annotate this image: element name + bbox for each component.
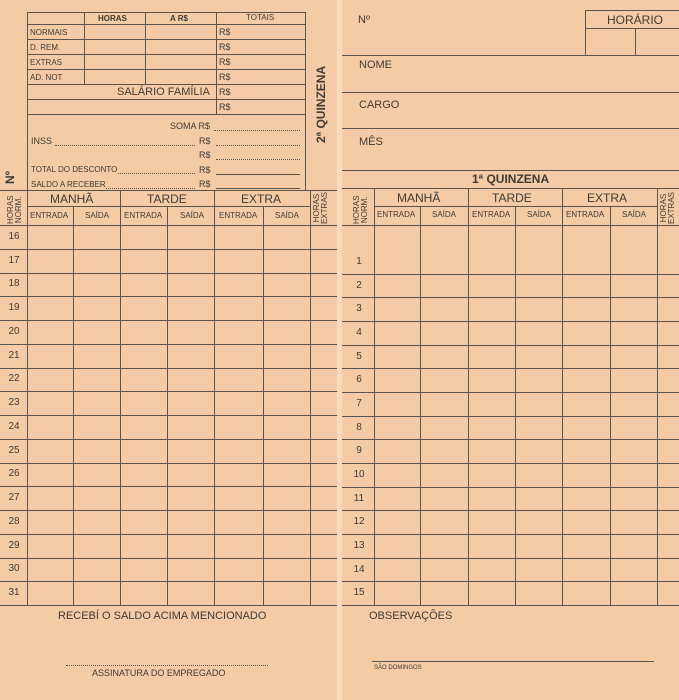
row-divider — [0, 320, 337, 321]
entrada-label: ENTRADA — [377, 210, 416, 219]
card-number-label: Nº — [3, 170, 17, 184]
row-divider — [0, 249, 337, 250]
row-label-ad-not: AD. NOT — [30, 73, 63, 82]
row-divider — [342, 581, 679, 582]
manha-label: MANHÃ — [397, 191, 441, 205]
extra-label: EXTRA — [241, 192, 282, 206]
day-number: 20 — [8, 325, 20, 337]
row-label-d-rem: D. REM. — [30, 43, 61, 52]
receipt-statement: RECEBÍ O SALDO ACIMA MENCIONADO — [58, 610, 267, 622]
day-number: 16 — [8, 230, 20, 242]
row-divider — [0, 486, 337, 487]
row-divider — [342, 439, 679, 440]
day-number: 21 — [8, 349, 20, 361]
row-divider — [342, 510, 679, 511]
soma-label: SOMA R$ — [170, 121, 211, 131]
row-divider — [0, 463, 337, 464]
row-divider — [342, 392, 679, 393]
row-divider — [342, 416, 679, 417]
day-number: 23 — [8, 397, 20, 409]
currency-label: R$ — [199, 136, 211, 146]
day-number: 13 — [353, 539, 365, 551]
entrada-label: ENTRADA — [566, 210, 605, 219]
day-number: 19 — [8, 302, 20, 314]
day-number: 14 — [353, 563, 365, 575]
time-card-second-half — [0, 0, 337, 700]
row-divider — [342, 297, 679, 298]
row-divider — [342, 274, 679, 275]
col-totais-label: TOTAIS — [246, 13, 275, 22]
total-desconto-label: TOTAL DO DESCONTO — [31, 165, 118, 174]
horas-extras-label: HORAS EXTRAS — [312, 191, 329, 224]
day-number: 28 — [8, 515, 20, 527]
currency-label: R$ — [219, 72, 231, 82]
saida-label: SAÍDA — [527, 210, 552, 219]
row-divider — [0, 558, 337, 559]
row-divider — [342, 345, 679, 346]
currency-label: R$ — [199, 179, 211, 189]
row-divider — [0, 296, 337, 297]
saldo-receber-label: SALDO A RECEBER — [31, 180, 106, 189]
saida-label: SAÍDA — [85, 211, 110, 220]
saida-label: SAÍDA — [275, 211, 300, 220]
currency-label: R$ — [219, 102, 231, 112]
saida-label: SAÍDA — [622, 210, 647, 219]
horas-norm-label: HORAS NORM. — [352, 195, 369, 224]
quinzena-label: 1ª QUINZENA — [472, 172, 550, 186]
tarde-label: TARDE — [492, 191, 532, 205]
day-number: 11 — [353, 492, 365, 504]
day-number: 30 — [8, 563, 20, 575]
row-divider — [0, 273, 337, 274]
day-number: 5 — [356, 350, 362, 362]
entrada-label: ENTRADA — [219, 211, 258, 220]
signature-label: ASSINATURA DO EMPREGADO — [92, 668, 226, 678]
row-divider — [0, 439, 337, 440]
row-divider — [342, 534, 679, 535]
row-divider — [0, 581, 337, 582]
extra-label: EXTRA — [587, 191, 628, 205]
row-divider — [0, 510, 337, 511]
row-divider — [0, 391, 337, 392]
day-number: 7 — [356, 397, 362, 409]
col-ars-label: A R$ — [170, 14, 188, 23]
row-divider — [342, 321, 679, 322]
entrada-label: ENTRADA — [124, 211, 163, 220]
row-divider — [0, 344, 337, 345]
row-divider — [0, 368, 337, 369]
currency-label: R$ — [219, 42, 231, 52]
row-divider — [342, 487, 679, 488]
day-number: 2 — [356, 279, 362, 291]
horas-extras-label: HORAS EXTRAS — [659, 191, 676, 224]
horas-norm-label: HORAS NORM. — [6, 195, 23, 224]
day-number: 6 — [356, 374, 362, 386]
mes-label: MÊS — [359, 136, 383, 148]
currency-label: R$ — [199, 165, 211, 175]
day-number: 4 — [356, 326, 362, 338]
card-number-label: Nº — [358, 14, 370, 26]
horario-label: HORÁRIO — [607, 13, 664, 27]
saida-label: SAÍDA — [180, 211, 205, 220]
tarde-label: TARDE — [147, 192, 187, 206]
day-number: 22 — [8, 373, 20, 385]
row-divider — [342, 558, 679, 559]
manha-label: MANHÃ — [50, 192, 94, 206]
entrada-label: ENTRADA — [30, 211, 69, 220]
currency-label: R$ — [219, 57, 231, 67]
day-number: 15 — [353, 587, 365, 599]
day-number: 24 — [8, 420, 20, 432]
day-number: 9 — [356, 445, 362, 457]
imprint-label: SÃO DOMINGOS — [374, 665, 422, 671]
row-divider — [0, 534, 337, 535]
currency-label: R$ — [219, 27, 231, 37]
cargo-label: CARGO — [359, 99, 400, 111]
quinzena-label: 2ª QUINZENA — [314, 65, 328, 143]
row-label-normais: NORMAIS — [30, 28, 68, 37]
row-label-extras: EXTRAS — [30, 58, 63, 67]
day-number: 29 — [8, 539, 20, 551]
salario-familia-label: SALÁRIO FAMÍLIA — [117, 86, 210, 98]
saida-label: SAÍDA — [432, 210, 457, 219]
nome-label: NOME — [359, 59, 392, 71]
currency-label: R$ — [199, 150, 211, 160]
day-number: 27 — [8, 492, 20, 504]
day-number: 8 — [356, 421, 362, 433]
col-horas-label: HORAS — [98, 14, 127, 23]
day-number: 26 — [8, 468, 20, 480]
day-number: 1 — [356, 255, 362, 267]
day-number: 17 — [8, 254, 20, 266]
day-number: 31 — [8, 587, 20, 599]
entrada-label: ENTRADA — [472, 210, 511, 219]
row-divider — [0, 415, 337, 416]
day-number: 10 — [353, 468, 365, 480]
inss-label: INSS — [31, 136, 53, 146]
time-card-first-half — [342, 0, 679, 700]
day-number: 25 — [8, 444, 20, 456]
row-divider — [342, 463, 679, 464]
currency-label: R$ — [219, 87, 231, 97]
observacoes-label: OBSERVAÇÕES — [369, 610, 453, 622]
day-number: 3 — [356, 303, 362, 315]
day-number: 18 — [8, 278, 20, 290]
day-number: 12 — [353, 516, 365, 528]
row-divider — [342, 368, 679, 369]
